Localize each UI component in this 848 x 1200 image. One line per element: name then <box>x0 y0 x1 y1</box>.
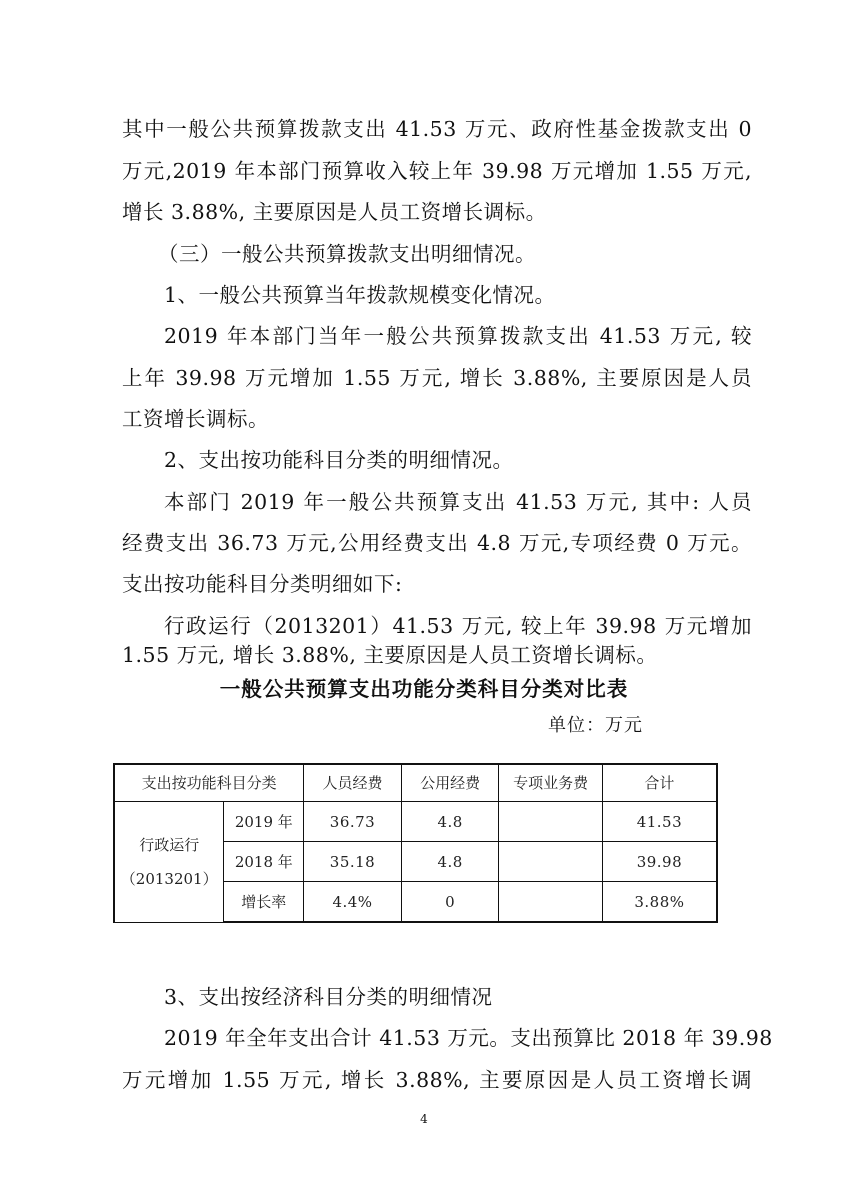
section-heading: （三）一般公共预算拨款支出明细情况。 <box>158 242 536 266</box>
subsection-heading: 1、一般公共预算当年拨款规模变化情况。 <box>164 283 556 307</box>
cell-personnel: 36.73 <box>304 802 402 842</box>
table-title: 一般公共预算支出功能分类科目分类对比表 <box>219 677 629 701</box>
subsection-heading: 2、支出按功能科目分类的明细情况。 <box>164 448 514 472</box>
page-number: 4 <box>420 1112 428 1126</box>
paragraph-line: 万元增加 1.55 万元, 增长 3.88%, 主要原因是人员工资增长调 <box>122 1068 752 1092</box>
subsection-heading: 3、支出按经济科目分类的明细情况 <box>164 985 493 1009</box>
row-label: 2018 年 <box>224 842 304 882</box>
paragraph-line: 支出按功能科目分类明细如下: <box>122 572 403 596</box>
paragraph-line: 上年 39.98 万元增加 1.55 万元, 增长 3.88%, 主要原因是人员 <box>122 366 752 390</box>
row-label: 2019 年 <box>224 802 304 842</box>
table-unit: 单位：万元 <box>548 715 643 736</box>
paragraph-line: 增长 3.88%, 主要原因是人员工资增长调标。 <box>122 200 547 224</box>
paragraph-line: 1.55 万元, 增长 3.88%, 主要原因是人员工资增长调标。 <box>122 643 658 667</box>
cell-personnel: 35.18 <box>304 842 402 882</box>
header-total: 合计 <box>602 764 717 802</box>
cell-total: 3.88% <box>602 882 717 923</box>
cell-public: 4.8 <box>401 802 499 842</box>
comparison-table <box>113 763 718 923</box>
header-public: 公用经费 <box>401 764 499 802</box>
cell-total: 41.53 <box>602 802 717 842</box>
table-row <box>114 802 717 842</box>
header-special: 专项业务费 <box>499 764 602 802</box>
cell-special <box>499 802 602 842</box>
paragraph-line: 其中一般公共预算拨款支出 41.53 万元、政府性基金拨款支出 0 <box>122 117 752 141</box>
paragraph-line: 行政运行（2013201）41.53 万元, 较上年 39.98 万元增加 <box>164 614 752 638</box>
paragraph-line: 本部门 2019 年一般公共预算支出 41.53 万元, 其中: 人员 <box>164 490 752 514</box>
item-cell <box>114 802 224 923</box>
paragraph-line: 2019 年本部门当年一般公共预算拨款支出 41.53 万元, 较 <box>164 324 752 348</box>
cell-public: 4.8 <box>401 842 499 882</box>
cell-personnel: 4.4% <box>304 882 402 923</box>
paragraph-line: 万元,2019 年本部门预算收入较上年 39.98 万元增加 1.55 万元, <box>122 159 752 183</box>
header-personnel: 人员经费 <box>304 764 402 802</box>
paragraph-line: 工资增长调标。 <box>122 407 269 431</box>
row-label: 增长率 <box>224 882 304 923</box>
header-category: 支出按功能科目分类 <box>114 764 304 802</box>
paragraph-line: 2019 年全年支出合计 41.53 万元。支出预算比 2018 年 39.98 <box>164 1026 773 1050</box>
cell-special <box>499 882 602 923</box>
cell-public: 0 <box>401 882 499 923</box>
item-name: 行政运行 <box>139 835 200 854</box>
paragraph-line: 经费支出 36.73 万元,公用经费支出 4.8 万元,专项经费 0 万元。 <box>122 531 752 555</box>
item-code: （2013201） <box>120 869 218 888</box>
table-header-row <box>114 764 717 802</box>
cell-total: 39.98 <box>602 842 717 882</box>
cell-special <box>499 842 602 882</box>
